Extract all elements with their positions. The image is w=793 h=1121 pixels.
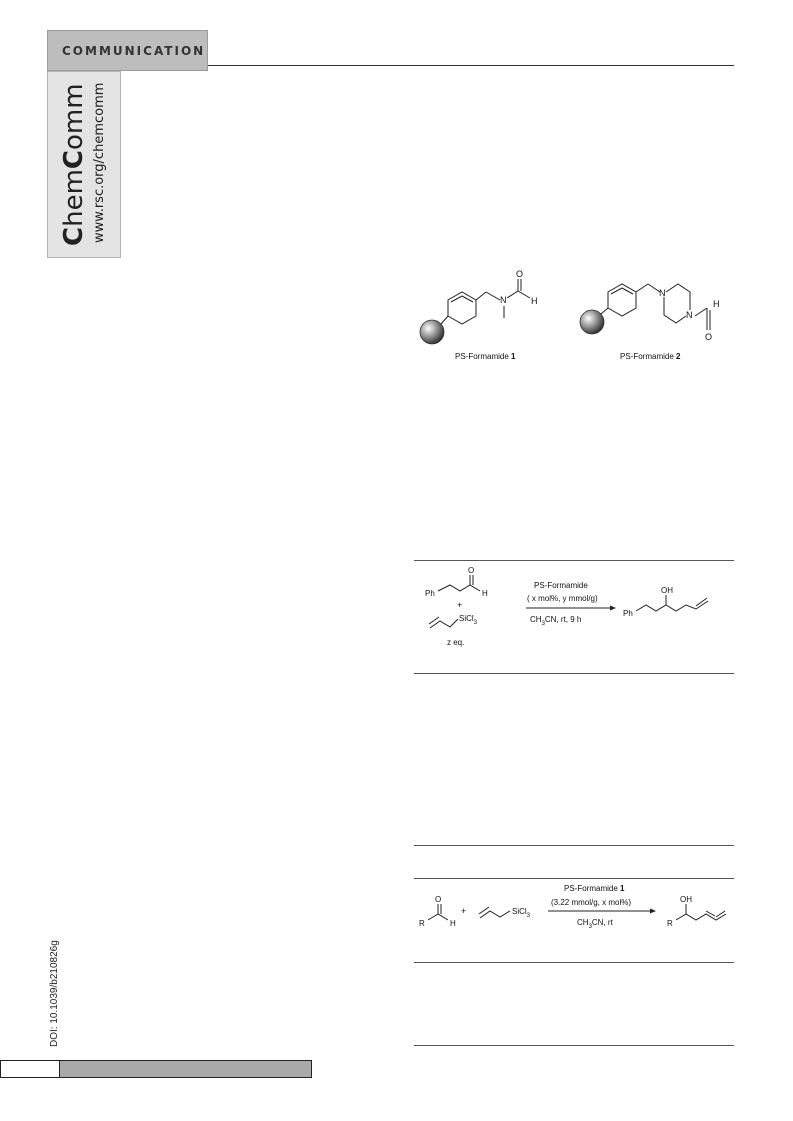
svg-text:O: O bbox=[705, 332, 713, 342]
footer-bar bbox=[0, 1060, 312, 1078]
svg-text:R: R bbox=[419, 919, 425, 928]
svg-text:+: + bbox=[461, 906, 467, 916]
label-ps-formamide-2: PS-Formamide 2 bbox=[620, 352, 681, 361]
svg-text:+: + bbox=[457, 600, 463, 610]
journal-logo: ChemComm bbox=[59, 83, 89, 246]
svg-text:(3.22 mmol/g, x mol%): (3.22 mmol/g, x mol%) bbox=[551, 898, 632, 907]
scheme1-bottom-rule bbox=[414, 673, 734, 674]
scheme-2-allylation bbox=[414, 880, 734, 960]
scheme2-bottom-rule bbox=[414, 1045, 734, 1046]
scheme-1-allylation bbox=[414, 563, 734, 668]
svg-text:O: O bbox=[468, 566, 475, 575]
scheme2-top-rule-1 bbox=[414, 845, 734, 846]
svg-text:CH3CN, rt: $CH_3CN$, rt bbox=[577, 918, 613, 930]
svg-text:Ph: Ph bbox=[425, 589, 435, 598]
structure-ps-formamide-2 bbox=[580, 284, 720, 361]
svg-text:N: N bbox=[686, 310, 693, 320]
section-label: COMMUNICATION bbox=[62, 44, 206, 58]
svg-text:OH: OH bbox=[680, 895, 692, 904]
scheme1-top-rule bbox=[414, 560, 734, 561]
svg-text:OH: OH bbox=[661, 586, 673, 595]
journal-url[interactable]: www.rsc.org/chemcomm bbox=[92, 82, 107, 243]
atom-o: O bbox=[516, 269, 524, 279]
polymer-bead bbox=[420, 320, 444, 344]
svg-text:O: O bbox=[435, 895, 442, 904]
svg-text:Ph: Ph bbox=[623, 609, 633, 618]
svg-text:SiCl3: SiCl$_3$ bbox=[512, 907, 531, 919]
figure-ps-formamides bbox=[410, 270, 740, 375]
svg-text:( x mol%, y mmol/g): ( x mol%, y mmol/g) bbox=[527, 594, 598, 603]
svg-text:CH3CN, rt, 9 h: $CH_3CN$, rt, 9 h bbox=[530, 615, 582, 627]
scheme2-top-rule-2 bbox=[414, 878, 734, 879]
svg-text:SiCl3: SiCl$_3$ bbox=[459, 614, 478, 626]
svg-text:R: R bbox=[667, 919, 673, 928]
svg-text:N: N bbox=[659, 288, 666, 298]
svg-text:PS-Formamide: PS-Formamide bbox=[534, 581, 588, 590]
doi-label: DOI: 10.1039/b210826g bbox=[49, 940, 60, 1047]
svg-text:H: H bbox=[713, 299, 720, 309]
svg-text:H: H bbox=[450, 919, 456, 928]
section-tab bbox=[47, 30, 208, 71]
atom-n: N bbox=[500, 295, 507, 305]
scheme2-mid-rule bbox=[414, 962, 734, 963]
structure-ps-formamide-1 bbox=[420, 269, 538, 361]
svg-text:z eq.: z eq. bbox=[447, 638, 465, 647]
atom-h: H bbox=[531, 296, 538, 306]
polymer-bead bbox=[580, 310, 604, 334]
header-rule bbox=[208, 65, 734, 66]
svg-text:H: H bbox=[482, 589, 488, 598]
label-ps-formamide-1: PS-Formamide 1 bbox=[455, 352, 516, 361]
svg-text:PS-Formamide 1: PS-Formamide 1 bbox=[564, 884, 625, 893]
